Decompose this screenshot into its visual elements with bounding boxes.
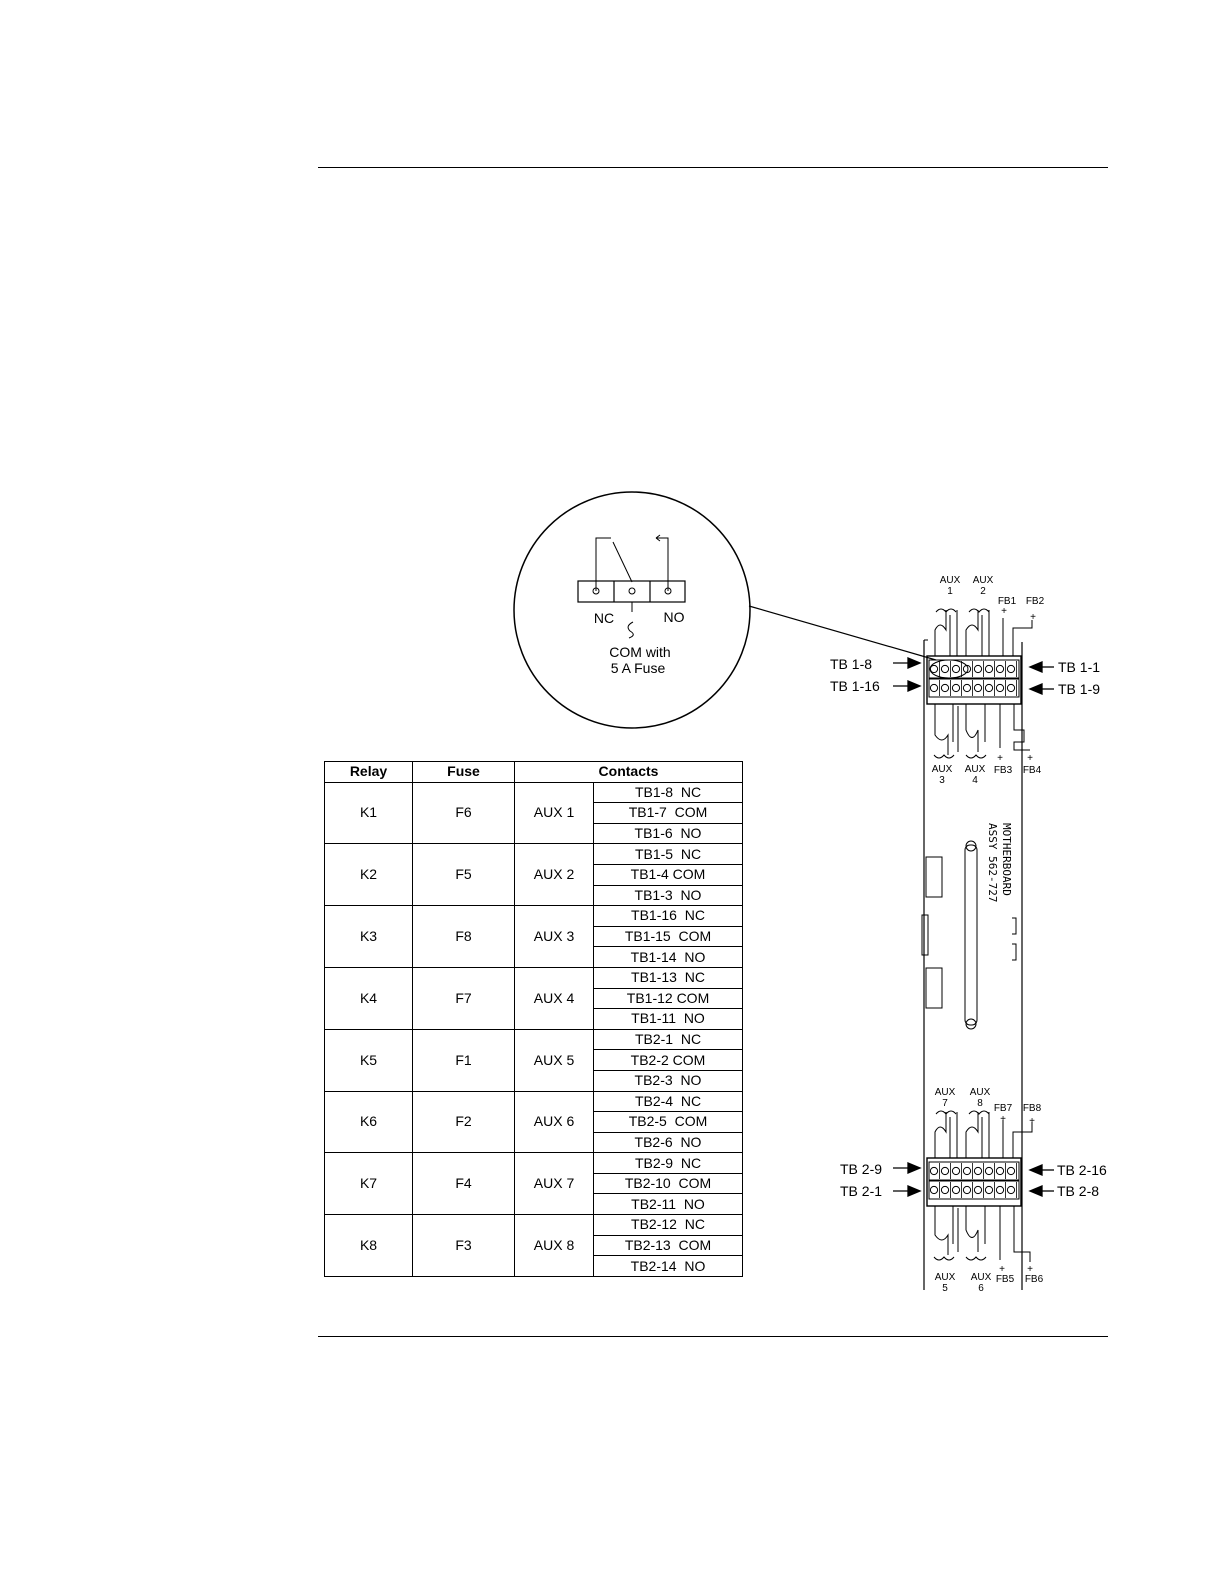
contacts-header: Contacts	[515, 762, 743, 783]
terminal-screw-com	[629, 588, 635, 594]
aux-cell: AUX 4	[515, 967, 594, 1029]
terminal-screw	[985, 665, 992, 672]
tb2-16-arrow-icon	[1030, 1165, 1054, 1175]
tb2-1-label: TB 2-1	[840, 1183, 883, 1199]
tb2-16-label: TB 2-16	[1057, 1162, 1107, 1178]
terminal-screw	[985, 1186, 992, 1193]
table-row	[325, 1153, 743, 1174]
relay-header: Relay	[325, 762, 413, 783]
terminal-screw	[974, 1186, 981, 1193]
tb2-8-label: TB 2-8	[1057, 1183, 1100, 1199]
terminal-screw	[963, 1186, 970, 1193]
fuse-cell: F5	[413, 844, 515, 906]
terminal-screw	[952, 665, 959, 672]
fuse-cell: F6	[413, 782, 515, 844]
motherboard-label-line1: MOTHERBOARD	[1000, 823, 1013, 896]
switch-arm	[613, 542, 632, 582]
fuse-header: Fuse	[413, 762, 515, 783]
contact-cell: TB1-8 NC	[594, 782, 743, 803]
leader-line	[749, 606, 936, 660]
relay-cell: K6	[325, 1091, 413, 1153]
fuse-cell: F4	[413, 1153, 515, 1215]
aux6-number: 6	[978, 1283, 984, 1294]
tb1-8-label: TB 1-8	[830, 656, 873, 672]
terminal-block	[578, 581, 685, 602]
contact-cell: TB1-13 NC	[594, 967, 743, 988]
aux7-number: 7	[942, 1098, 948, 1109]
fb4-label: FB4	[1022, 765, 1042, 776]
contact-cell: TB2-13 COM	[594, 1235, 743, 1256]
no-label: NO	[663, 609, 685, 625]
aux-cell: AUX 6	[515, 1091, 594, 1153]
tb1-16-arrow-icon	[893, 681, 920, 691]
fb1-label: FB1	[997, 596, 1017, 607]
table-row	[325, 1029, 743, 1050]
fb6-label: FB6	[1024, 1274, 1044, 1285]
terminal-screw	[996, 1186, 1003, 1193]
terminal-screw	[1007, 665, 1014, 672]
fuse-cell: F2	[413, 1091, 515, 1153]
table-row	[325, 1091, 743, 1112]
com-label-line2: 5 A Fuse	[610, 660, 666, 676]
aux6-label: AUX	[970, 1272, 992, 1283]
contact-cell: TB1-11 NO	[594, 1009, 743, 1030]
fb7-plus-icon: +	[1000, 1114, 1006, 1125]
aux-cell: AUX 3	[515, 906, 594, 968]
aux5-number: 5	[942, 1283, 948, 1294]
relay-cell: K2	[325, 844, 413, 906]
contact-cell: TB1-6 NO	[594, 823, 743, 844]
aux-cell: AUX 8	[515, 1215, 594, 1277]
contact-cell: TB2-2 COM	[594, 1050, 743, 1071]
terminal-screw	[1007, 684, 1014, 691]
terminal-screw	[985, 684, 992, 691]
terminal-screw	[985, 1167, 992, 1174]
aux3-label: AUX	[931, 764, 953, 775]
terminal-screw	[996, 1167, 1003, 1174]
contact-cell: TB1-4 COM	[594, 864, 743, 885]
fuse-cell: F8	[413, 906, 515, 968]
table-row	[325, 906, 743, 927]
relay-cell: K3	[325, 906, 413, 968]
aux5-label: AUX	[934, 1272, 956, 1283]
motherboard	[830, 575, 1107, 1294]
terminal-screw	[952, 684, 959, 691]
terminal-screw	[941, 1186, 948, 1193]
relay-cell: K8	[325, 1215, 413, 1277]
terminal-screw	[930, 665, 937, 672]
aux1-label: AUX	[939, 575, 961, 586]
fb1-plus-icon: +	[1001, 606, 1007, 617]
tb1-8-arrow-icon	[893, 658, 920, 668]
motherboard-label-line2: ASSY 562-727	[986, 823, 999, 903]
aux-cell: AUX 5	[515, 1029, 594, 1091]
connector-3	[926, 968, 942, 1008]
relay-cell: K7	[325, 1153, 413, 1215]
tb1-block	[927, 609, 1032, 758]
contact-cell: TB2-5 COM	[594, 1112, 743, 1133]
terminal-screw	[974, 1167, 981, 1174]
terminal-screw	[974, 684, 981, 691]
connector-1	[926, 857, 942, 897]
contact-cell: TB2-14 NO	[594, 1256, 743, 1277]
terminal-screw	[996, 665, 1003, 672]
terminal-screw	[952, 1167, 959, 1174]
fb2-plus-icon: +	[1030, 612, 1036, 623]
aux2-number: 2	[980, 586, 986, 597]
contact-cell: TB2-9 NC	[594, 1153, 743, 1174]
relay-cell: K4	[325, 967, 413, 1029]
no-wire	[656, 538, 668, 591]
aux2-label: AUX	[972, 575, 994, 586]
tb2-block	[927, 1111, 1032, 1262]
tb1-1-arrow-icon	[1030, 662, 1054, 672]
table-row	[325, 782, 743, 803]
fb2-label: FB2	[1025, 596, 1045, 607]
contact-cell: TB2-3 NO	[594, 1070, 743, 1091]
aux3-number: 3	[939, 775, 945, 786]
fb4-plus-icon: +	[1027, 753, 1033, 764]
fb8-plus-icon: +	[1029, 1116, 1035, 1127]
nc-wire	[596, 538, 611, 591]
fuse-cell: F1	[413, 1029, 515, 1091]
terminal-screw	[941, 665, 948, 672]
aux-cell: AUX 1	[515, 782, 594, 844]
contact-cell: TB2-4 NC	[594, 1091, 743, 1112]
contact-cell: TB2-10 COM	[594, 1173, 743, 1194]
aux7-label: AUX	[934, 1087, 956, 1098]
aux-cell: AUX 2	[515, 844, 594, 906]
fb8-label: FB8	[1022, 1103, 1042, 1114]
contact-cell: TB1-3 NO	[594, 885, 743, 906]
tb1-1-label: TB 1-1	[1058, 659, 1101, 675]
tb1-9-arrow-icon	[1030, 684, 1054, 694]
contact-cell: TB2-1 NC	[594, 1029, 743, 1050]
tb2-8-arrow-icon	[1030, 1186, 1054, 1196]
tb1-9-label: TB 1-9	[1058, 681, 1101, 697]
nc-label: NC	[593, 610, 615, 626]
contact-cell: TB1-14 NO	[594, 947, 743, 968]
standoff-bar	[965, 845, 977, 1025]
tb1-16-label: TB 1-16	[830, 678, 880, 694]
terminal-screw	[996, 684, 1003, 691]
terminal-screw	[941, 684, 948, 691]
contact-cell: TB2-11 NO	[594, 1194, 743, 1215]
relay-fuse-contacts-table	[324, 761, 743, 1277]
fb3-plus-icon: +	[997, 753, 1003, 764]
relay-cell: K1	[325, 782, 413, 844]
table-row	[325, 967, 743, 988]
fuse-cell: F7	[413, 967, 515, 1029]
aux8-label: AUX	[969, 1087, 991, 1098]
aux4-label: AUX	[964, 764, 986, 775]
contact-cell: TB1-15 COM	[594, 926, 743, 947]
terminal-screw	[1007, 1186, 1014, 1193]
terminal-screw	[941, 1167, 948, 1174]
table-row	[325, 1215, 743, 1236]
terminal-screw	[930, 684, 937, 691]
terminal-screw	[963, 684, 970, 691]
aux-cell: AUX 7	[515, 1153, 594, 1215]
terminal-screw	[952, 1186, 959, 1193]
aux8-number: 8	[977, 1098, 983, 1109]
terminal-screw	[974, 665, 981, 672]
terminal-screw	[963, 1167, 970, 1174]
terminal-screw	[1007, 1167, 1014, 1174]
terminal-screw	[930, 1167, 937, 1174]
contact-cell: TB1-7 COM	[594, 803, 743, 824]
tb2-9-arrow-icon	[893, 1163, 920, 1173]
table-header-row	[325, 762, 743, 783]
relay-cell: K5	[325, 1029, 413, 1091]
terminal-screw	[930, 1186, 937, 1193]
contact-cell: TB2-12 NC	[594, 1215, 743, 1236]
fb5-plus-icon: +	[999, 1264, 1005, 1275]
fuse-cell: F3	[413, 1215, 515, 1277]
fb6-plus-icon: +	[1027, 1264, 1033, 1275]
contact-cell: TB2-6 NO	[594, 1132, 743, 1153]
aux1-number: 1	[947, 586, 953, 597]
tb2-9-label: TB 2-9	[840, 1161, 883, 1177]
contact-cell: TB1-12 COM	[594, 988, 743, 1009]
connector-2	[922, 915, 928, 955]
tb2-1-arrow-icon	[893, 1186, 920, 1196]
contact-cell: TB1-16 NC	[594, 906, 743, 927]
aux4-number: 4	[972, 775, 978, 786]
table-row	[325, 844, 743, 865]
fb5-label: FB5	[995, 1274, 1015, 1285]
fuse-symbol	[628, 622, 633, 638]
com-label-line1: COM with	[609, 644, 671, 660]
fb7-label: FB7	[993, 1103, 1013, 1114]
contact-cell: TB1-5 NC	[594, 844, 743, 865]
fb3-label: FB3	[993, 765, 1013, 776]
